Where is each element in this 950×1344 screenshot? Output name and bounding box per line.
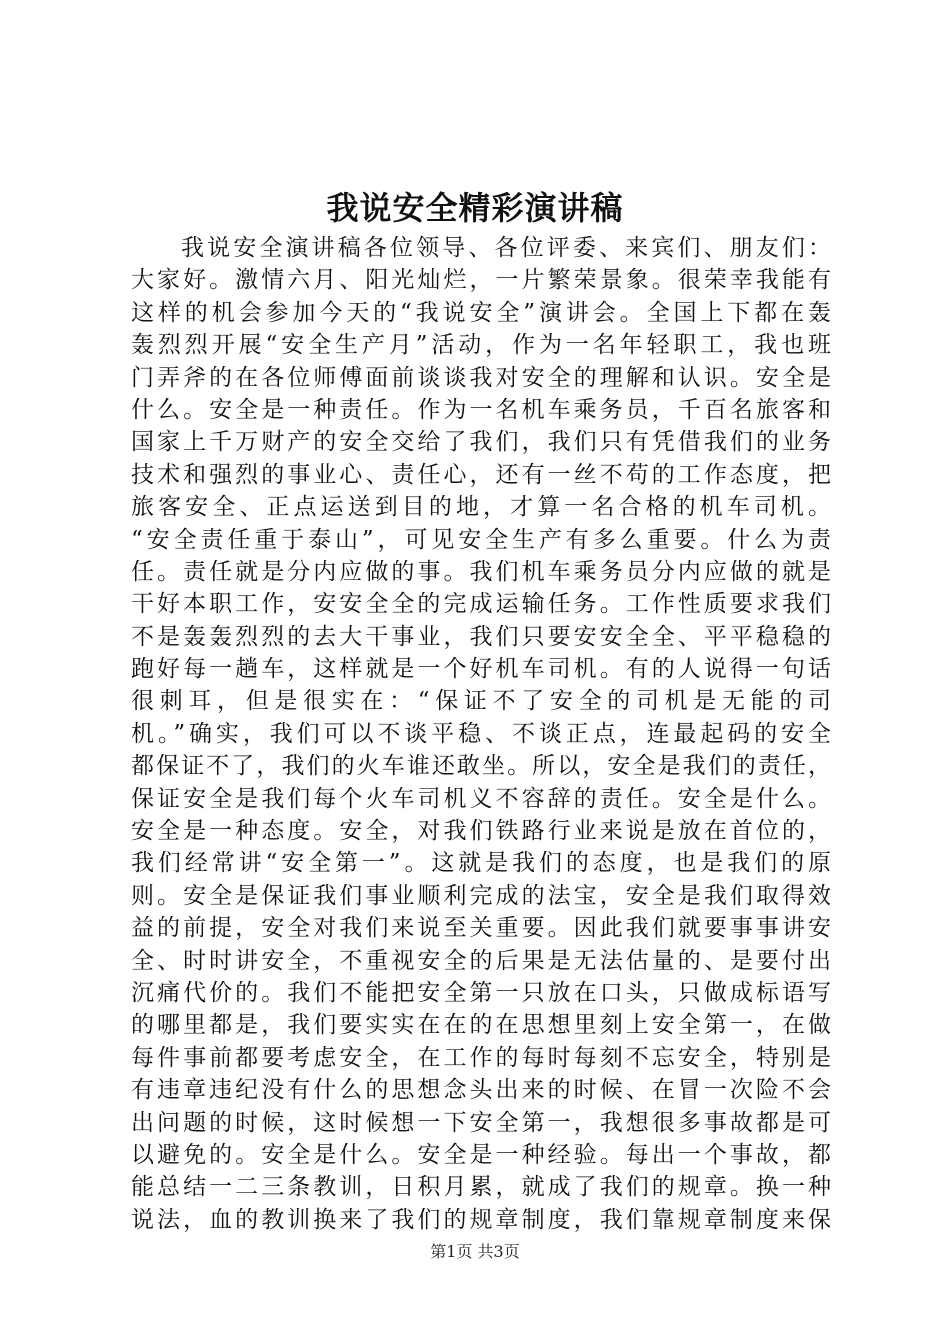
body-line: 任。责任就是分内应做的事。我们机车乘务员分内应做的就是: [131, 558, 831, 585]
body-line: 说法，血的教训换来了我们的规章制度，我们靠规章制度来保: [131, 1206, 831, 1233]
body-line: 以避免的。安全是什么。安全是一种经验。每出一个事故，都: [131, 1141, 831, 1168]
body-line: 轰烈烈开展“安全生产月”活动，作为一名年轻职工，我也班: [131, 332, 831, 359]
body-line: 则。安全是保证我们事业顺利完成的法宝，安全是我们取得效: [131, 882, 831, 909]
body-line: 不是轰轰烈烈的去大干事业，我们只要安安全全、平平稳稳的: [131, 623, 831, 650]
body-line: 很刺耳，但是很实在：“保证不了安全的司机是无能的司: [131, 688, 831, 715]
body-line: 技术和强烈的事业心、责任心，还有一丝不苟的工作态度，把: [131, 461, 831, 488]
body-line: 我们经常讲“安全第一”。这就是我们的态度，也是我们的原: [131, 850, 831, 877]
body-line: 益的前提，安全对我们来说至关重要。因此我们就要事事讲安: [131, 915, 831, 942]
body-line: 全、时时讲安全，不重视安全的后果是无法估量的、是要付出: [131, 947, 831, 974]
body-line: 能总结一二三条教训，日积月累，就成了我们的规章。换一种: [131, 1174, 831, 1201]
body-line: 安全是一种态度。安全，对我们铁路行业来说是放在首位的，: [131, 818, 831, 845]
body-line: 门弄斧的在各位师傅面前谈谈我对安全的理解和认识。安全是: [131, 364, 831, 391]
body-line: 大家好。激情六月、阳光灿烂，一片繁荣景象。很荣幸我能有: [131, 267, 831, 294]
body-line: 国家上千万财产的安全交给了我们，我们只有凭借我们的业务: [131, 429, 831, 456]
document-title: 我说安全精彩演讲稿: [326, 189, 624, 227]
body-line: 保证安全是我们每个火车司机义不容辞的责任。安全是什么。: [131, 785, 831, 812]
body-line: 我说安全演讲稿各位领导、各位评委、来宾们、朋友们：: [181, 235, 831, 261]
body-line: 什么。安全是一种责任。作为一名机车乘务员，千百名旅客和: [131, 396, 831, 423]
body-line: 跑好每一趟车，这样就是一个好机车司机。有的人说得一句话: [131, 656, 831, 683]
body-line: 的哪里都是，我们要实实在在的在思想里刻上安全第一，在做: [131, 1012, 831, 1039]
body-line: 机。”确实，我们可以不谈平稳、不谈正点，连最起码的安全: [131, 720, 831, 747]
body-line: 每件事前都要考虑安全，在工作的每时每刻不忘安全，特别是: [131, 1044, 831, 1071]
body-line: 出问题的时候，这时候想一下安全第一，我想很多事故都是可: [131, 1109, 831, 1136]
body-line: “安全责任重于泰山”，可见安全生产有多么重要。什么为责: [131, 526, 831, 553]
body-line: 这样的机会参加今天的“我说安全”演讲会。全国上下都在轰: [131, 299, 831, 326]
body-line: 旅客安全、正点运送到目的地，才算一名合格的机车司机。: [131, 494, 831, 521]
body-line: 都保证不了，我们的火车谁还敢坐。所以，安全是我们的责任，: [131, 753, 831, 780]
page-footer: 第1页 共3页: [430, 1242, 520, 1261]
document-body: [131, 232, 831, 1236]
body-line: 干好本职工作，安安全全的完成运输任务。工作性质要求我们: [131, 591, 831, 618]
body-line: 沉痛代价的。我们不能把安全第一只放在口头，只做成标语写: [131, 979, 831, 1006]
body-line: 有违章违纪没有什么的思想念头出来的时候、在冒一次险不会: [131, 1077, 831, 1104]
